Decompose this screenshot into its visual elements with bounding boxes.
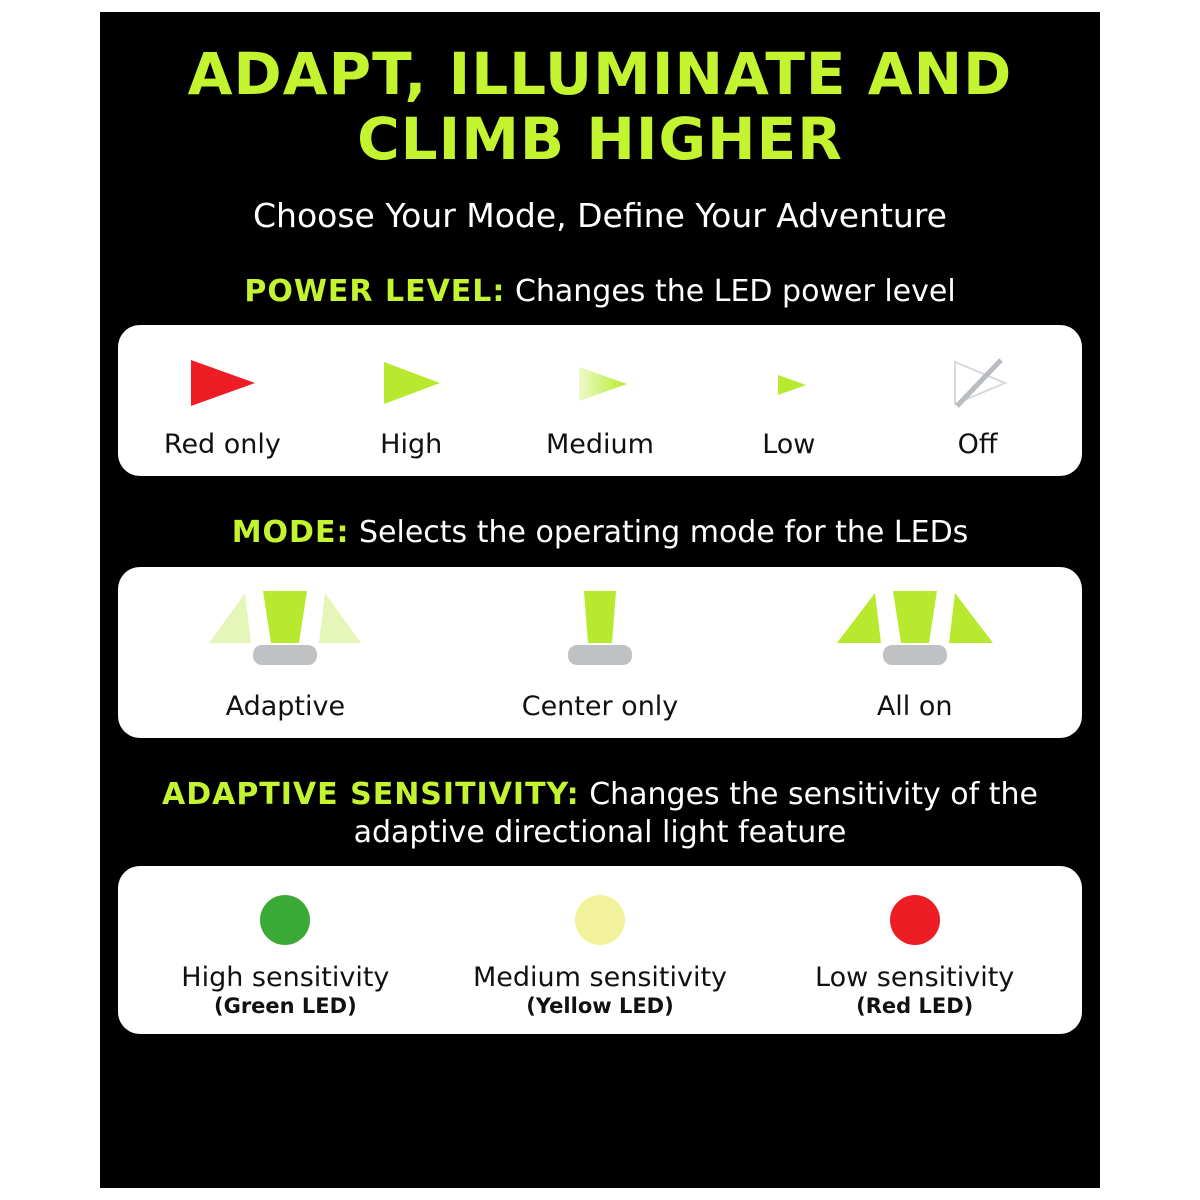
mode-option-label: Center only — [521, 690, 679, 722]
power-option-low[interactable] — [694, 343, 883, 460]
headline-line-2: CLIMB HIGHER — [357, 104, 843, 173]
section-heading-mode — [100, 514, 1100, 552]
led-red-icon — [757, 884, 1072, 956]
power-option-red-only[interactable] — [128, 343, 317, 460]
power-level-options — [128, 343, 1072, 460]
mode-options — [128, 585, 1072, 722]
power-option-label: Medium — [546, 429, 654, 461]
lamp-adaptive-icon — [128, 585, 443, 685]
lamp-all-on-icon — [757, 585, 1072, 685]
arrow-high-icon — [317, 343, 506, 423]
sensitivity-option-high[interactable] — [128, 884, 443, 1018]
headline-line-1: ADAPT, ILLUMINATE AND — [187, 40, 1013, 108]
section-description-power-level: Changes the LED power level — [514, 273, 956, 309]
lamp-center-icon — [443, 585, 758, 685]
arrow-red-icon — [128, 343, 317, 423]
power-option-label: Low — [762, 429, 816, 461]
arrow-off-icon — [883, 343, 1072, 423]
sensitivity-option-medium[interactable] — [443, 884, 758, 1018]
section-heading-adaptive-sensitivity — [100, 776, 1100, 853]
mode-option-center-only[interactable] — [443, 585, 758, 722]
power-option-high[interactable] — [317, 343, 506, 460]
sensitivity-option-sublabel: (Red LED) — [856, 994, 974, 1019]
info-board — [100, 12, 1100, 1188]
mode-option-label: All on — [876, 690, 953, 722]
sensitivity-option-label: Low sensitivity — [815, 962, 1015, 994]
led-yellow-icon — [443, 884, 758, 956]
sensitivity-option-label: Medium sensitivity — [472, 962, 728, 994]
mode-option-all-on[interactable] — [757, 585, 1072, 722]
mode-option-label: Adaptive — [225, 690, 346, 722]
power-option-medium[interactable] — [506, 343, 695, 460]
section-key-mode: MODE: — [231, 515, 350, 551]
section-description-adaptive-sensitivity: Changes the sensitivity of the adaptive directional light feature — [353, 776, 1038, 850]
sensitivity-options — [128, 884, 1072, 1018]
sensitivity-option-sublabel: (Yellow LED) — [526, 994, 674, 1019]
power-option-label: High — [380, 429, 443, 461]
card-mode — [118, 567, 1082, 738]
sensitivity-option-low[interactable] — [757, 884, 1072, 1018]
power-option-off[interactable] — [883, 343, 1072, 460]
section-key-adaptive-sensitivity: ADAPTIVE SENSITIVITY: — [161, 776, 580, 812]
sensitivity-option-sublabel: (Green LED) — [213, 994, 357, 1019]
power-option-label: Red only — [163, 429, 281, 461]
arrow-medium-icon — [506, 343, 695, 423]
section-description-mode: Selects the operating mode for the LEDs — [358, 515, 969, 551]
subtitle: Choose Your Mode, Define Your Adventure — [253, 195, 947, 235]
sensitivity-option-label: High sensitivity — [181, 962, 390, 994]
section-heading-power-level — [100, 273, 1100, 311]
page-title — [100, 12, 1100, 173]
power-option-label: Off — [957, 429, 998, 461]
led-green-icon — [128, 884, 443, 956]
card-power-level — [118, 325, 1082, 476]
arrow-low-icon — [694, 343, 883, 423]
card-adaptive-sensitivity — [118, 866, 1082, 1034]
section-key-power-level: POWER LEVEL: — [244, 273, 506, 309]
mode-option-adaptive[interactable] — [128, 585, 443, 722]
